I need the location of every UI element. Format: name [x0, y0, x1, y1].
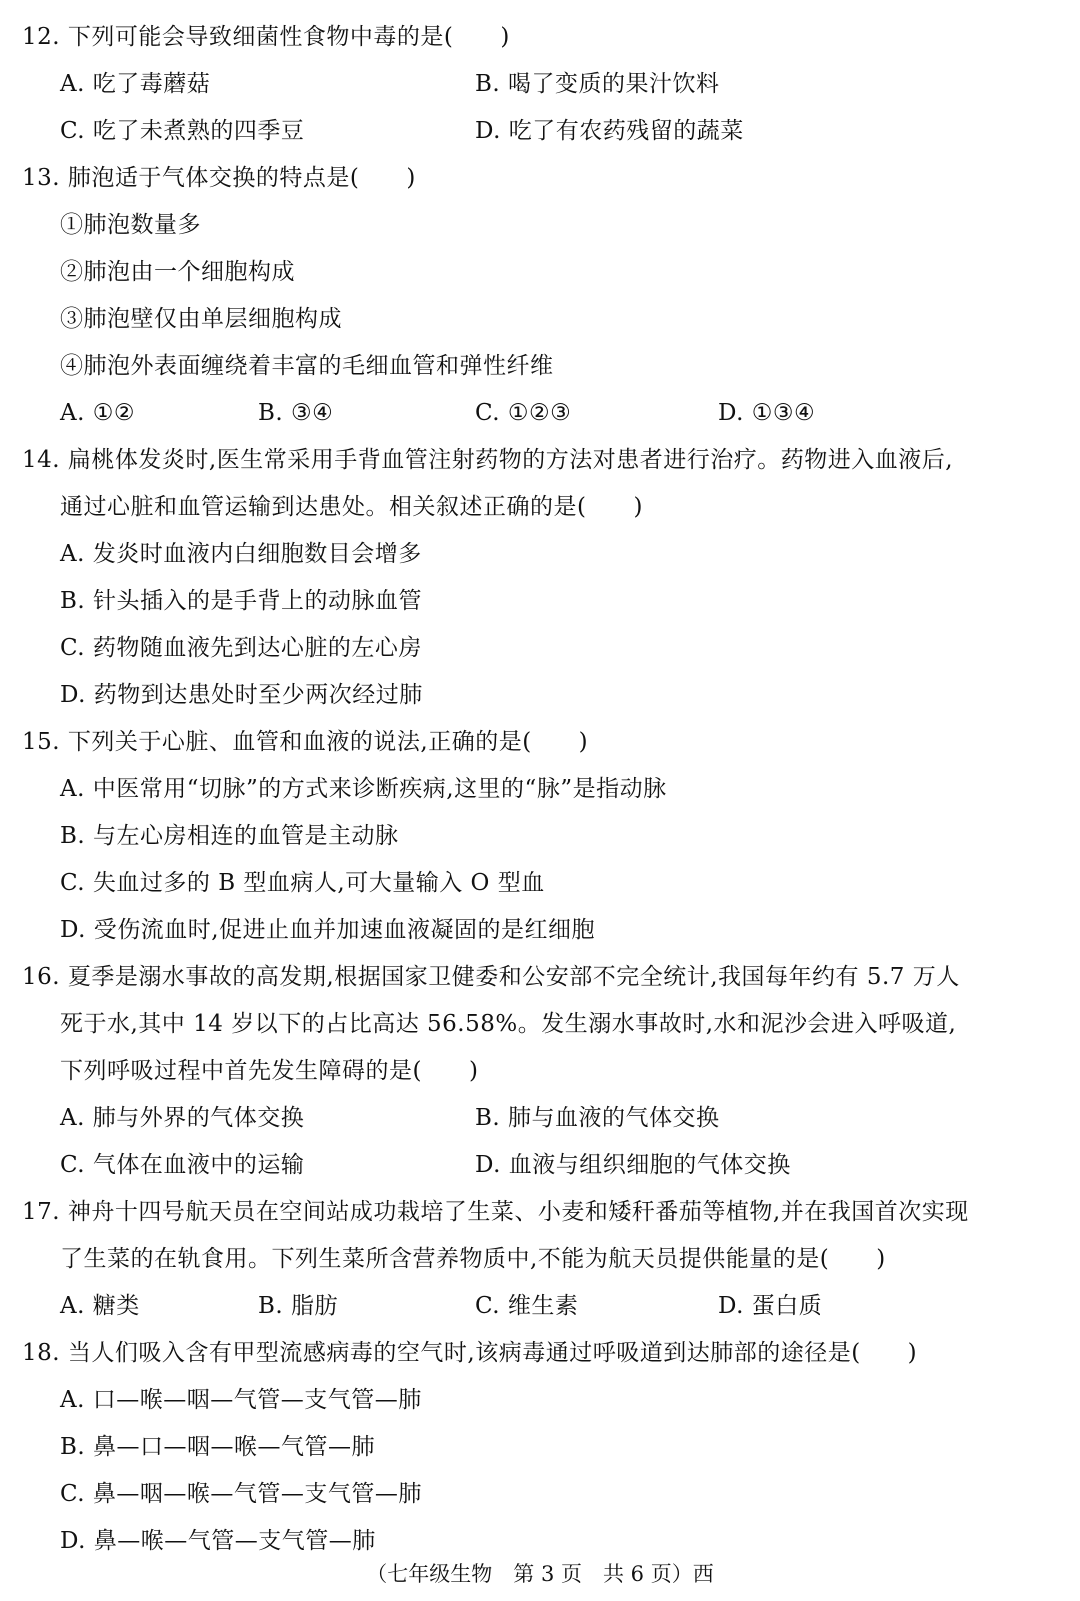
q15-option-c: C. 失血过多的 B 型血病人,可大量输入 O 型血 [60, 870, 545, 896]
q16-option-a: A. 肺与外界的气体交换 [60, 1105, 305, 1131]
q13-option-d: D. ①③④ [718, 400, 816, 426]
question-17-stem-line-2: 了生菜的在轨食用。下列生菜所含营养物质中,不能为航天员提供能量的是( ) [60, 1246, 886, 1272]
q18-option-c: C. 鼻—咽—喉—气管—支气管—肺 [60, 1481, 422, 1507]
q12-option-b: B. 喝了变质的果汁饮料 [475, 71, 720, 97]
q12-option-d: D. 吃了有农药残留的蔬菜 [475, 118, 744, 144]
question-16-stem-line-1: 16. 夏季是溺水事故的高发期,根据国家卫健委和公安部不完全统计,我国每年约有 5.7 万人 [22, 964, 960, 990]
q15-option-a: A. 中医常用“切脉”的方式来诊断疾病,这里的“脉”是指动脉 [60, 776, 667, 802]
q13-option-a: A. ①② [60, 400, 135, 426]
question-18-stem: 18. 当人们吸入含有甲型流感病毒的空气时,该病毒通过呼吸道到达肺部的途径是( ) [22, 1340, 918, 1366]
q17-option-a: A. 糖类 [60, 1293, 140, 1319]
question-14-stem-line-2: 通过心脏和血管运输到达患处。相关叙述正确的是( ) [60, 494, 643, 520]
q13-option-b: B. ③④ [258, 400, 334, 426]
question-14-stem-line-1: 14. 扁桃体发炎时,医生常采用手背血管注射药物的方法对患者进行治疗。药物进入血液后, [22, 447, 954, 473]
q16-option-d: D. 血液与组织细胞的气体交换 [475, 1152, 791, 1178]
q18-option-d: D. 鼻—喉—气管—支气管—肺 [60, 1528, 376, 1554]
question-17-stem-line-1: 17. 神舟十四号航天员在空间站成功栽培了生菜、小麦和矮秆番茄等植物,并在我国首次实现 [22, 1199, 969, 1225]
q17-option-d: D. 蛋白质 [718, 1293, 823, 1319]
q12-option-c: C. 吃了未煮熟的四季豆 [60, 118, 305, 144]
q14-option-d: D. 药物到达患处时至少两次经过肺 [60, 682, 423, 708]
q14-option-a: A. 发炎时血液内白细胞数目会增多 [60, 541, 422, 567]
q18-option-a: A. 口—喉—咽—气管—支气管—肺 [60, 1387, 422, 1413]
q14-option-c: C. 药物随血液先到达心脏的左心房 [60, 635, 422, 661]
q13-statement-3: ③肺泡壁仅由单层细胞构成 [60, 306, 342, 332]
q17-option-b: B. 脂肪 [258, 1293, 339, 1319]
q13-statement-2: ②肺泡由一个细胞构成 [60, 259, 295, 285]
q14-option-b: B. 针头插入的是手背上的动脉血管 [60, 588, 423, 614]
q18-option-b: B. 鼻—口—咽—喉—气管—肺 [60, 1434, 376, 1460]
q13-statement-1: ①肺泡数量多 [60, 212, 201, 238]
page-footer: （七年级生物 第 3 页 共 6 页）西 [366, 1562, 714, 1586]
question-13-stem: 13. 肺泡适于气体交换的特点是( ) [22, 165, 416, 191]
q12-option-a: A. 吃了毒蘑菇 [60, 71, 211, 97]
question-16-stem-line-2: 死于水,其中 14 岁以下的占比高达 56.58%。发生溺水事故时,水和泥沙会进入呼吸道, [60, 1011, 957, 1037]
question-12-stem: 12. 下列可能会导致细菌性食物中毒的是( ) [22, 24, 510, 50]
question-15-stem: 15. 下列关于心脏、血管和血液的说法,正确的是( ) [22, 729, 589, 755]
question-16-stem-line-3: 下列呼吸过程中首先发生障碍的是( ) [60, 1058, 479, 1084]
q13-statement-4: ④肺泡外表面缠绕着丰富的毛细血管和弹性纤维 [60, 353, 554, 379]
q15-option-d: D. 受伤流血时,促进止血并加速血液凝固的是红细胞 [60, 917, 596, 943]
q15-option-b: B. 与左心房相连的血管是主动脉 [60, 823, 399, 849]
q13-option-c: C. ①②③ [475, 400, 572, 426]
q16-option-b: B. 肺与血液的气体交换 [475, 1105, 720, 1131]
q17-option-c: C. 维生素 [475, 1293, 579, 1319]
q16-option-c: C. 气体在血液中的运输 [60, 1152, 305, 1178]
